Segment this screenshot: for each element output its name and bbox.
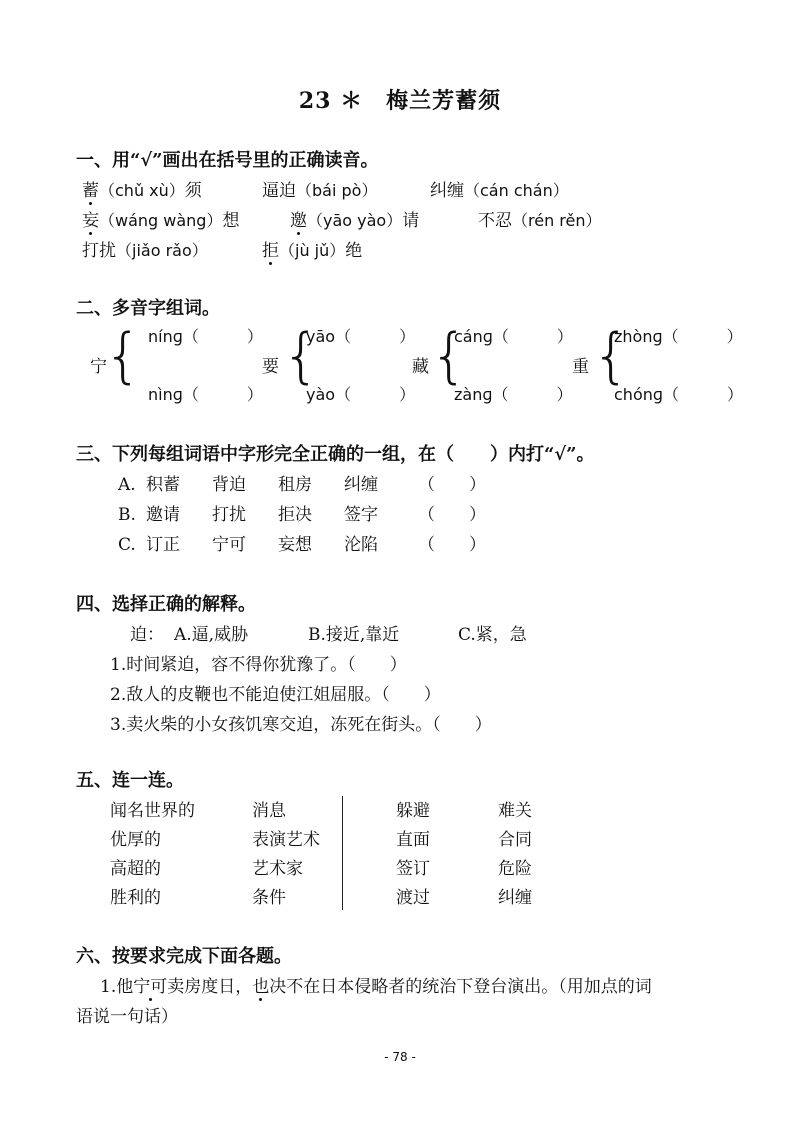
question-1: 1.他宁可卖房度日，也决不在日本侵略者的统治下登台演出。（用加点的词 [100,972,652,997]
match-left-a: 高超的 [110,859,161,879]
pinyin-item: 纠缠（cán chán） [430,181,569,201]
polyphone-top: yāo（ ） [306,327,416,346]
brace-icon: { [104,321,143,391]
sentence-2: 2.敌人的皮鞭也不能迫使江姐屈服。（ ） [110,685,441,705]
match-left-b: 表演艺术 [252,830,320,850]
match-left-b: 消息 [252,801,286,821]
match-left-b: 艺术家 [252,859,303,879]
polyphone-char: 要 [262,357,279,377]
polyphone-top: nínɡ（ ） [148,327,263,346]
match-right-b: 危险 [498,859,532,879]
section1-heading: 一、用“√”画出在括号里的正确读音。 [76,150,379,171]
match-right-a: 躲避 [396,801,430,821]
pinyin-item: 逼迫（bái pò） [262,181,378,201]
brace-icon: { [592,321,631,391]
choice-row-c: C. 订正 宁可 妄想 沦陷 （ ） [118,535,486,555]
match-right-a: 渡过 [396,888,430,908]
section5-heading: 五、连一连。 [76,770,184,791]
page-number: - 78 - [384,1050,416,1064]
section4-heading: 四、选择正确的解释。 [76,594,256,615]
match-right-b: 难关 [498,801,532,821]
match-right-b: 合同 [498,830,532,850]
match-right-a: 直面 [396,830,430,850]
polyphone-bottom: zànɡ（ ） [454,385,573,404]
polyphone-char: 宁 [90,357,107,377]
match-left-b: 条件 [252,888,286,908]
pinyin-item: 不忍（rén rěn） [478,211,602,231]
sentence-3: 3.卖火柴的小女孩饥寒交迫，冻死在街头。（ ） [110,715,492,735]
pinyin-item: 打扰（jiǎo rǎo） [82,241,208,261]
choice-row-a: A. 积蓄 背迫 租房 纠缠 （ ） [118,475,486,495]
match-right-b: 纠缠 [498,888,532,908]
polyphone-bottom: yào（ ） [306,385,416,404]
polyphone-char: 藏 [412,357,429,377]
pinyin-item: 蓄（chǔ xù）须 [82,176,202,201]
pinyin-item: 邀（yāo yào）请 [290,206,419,231]
choice-row-b: B. 邀请 打扰 拒决 签字 （ ） [118,505,486,525]
section6-heading: 六、按要求完成下面各题。 [76,946,292,967]
brace-icon: { [430,321,469,391]
polyphone-top: zhònɡ（ ） [614,327,743,346]
question-1-continued: 语说一句话） [76,1007,178,1027]
pinyin-item: 拒（jù jǔ）绝 [262,236,362,261]
section3-heading: 三、下列每组词语中字形完全正确的一组，在（ ）内打“√”。 [76,444,595,465]
polyphone-char: 重 [572,357,589,377]
match-left-a: 优厚的 [110,830,161,850]
match-right-a: 签订 [396,859,430,879]
pinyin-item: 妄（wáng wàng）想 [82,206,239,231]
polyphone-top: cánɡ（ ） [454,327,573,346]
polyphone-bottom: nìnɡ（ ） [148,385,263,404]
match-left-a: 闻名世界的 [110,801,195,821]
definitions-row: 迫： A.逼,威胁 B.接近,靠近 C.紧，急 [130,625,527,645]
match-left-a: 胜利的 [110,888,161,908]
brace-icon: { [282,321,321,391]
sentence-1: 1.时间紧迫，容不得你犹豫了。（ ） [110,655,407,675]
section2-heading: 二、多音字组词。 [76,298,220,319]
divider-line [342,796,343,910]
polyphone-bottom: chónɡ（ ） [614,385,744,404]
page-title: 23 ＊ 梅兰芳蓄须 [298,88,502,114]
